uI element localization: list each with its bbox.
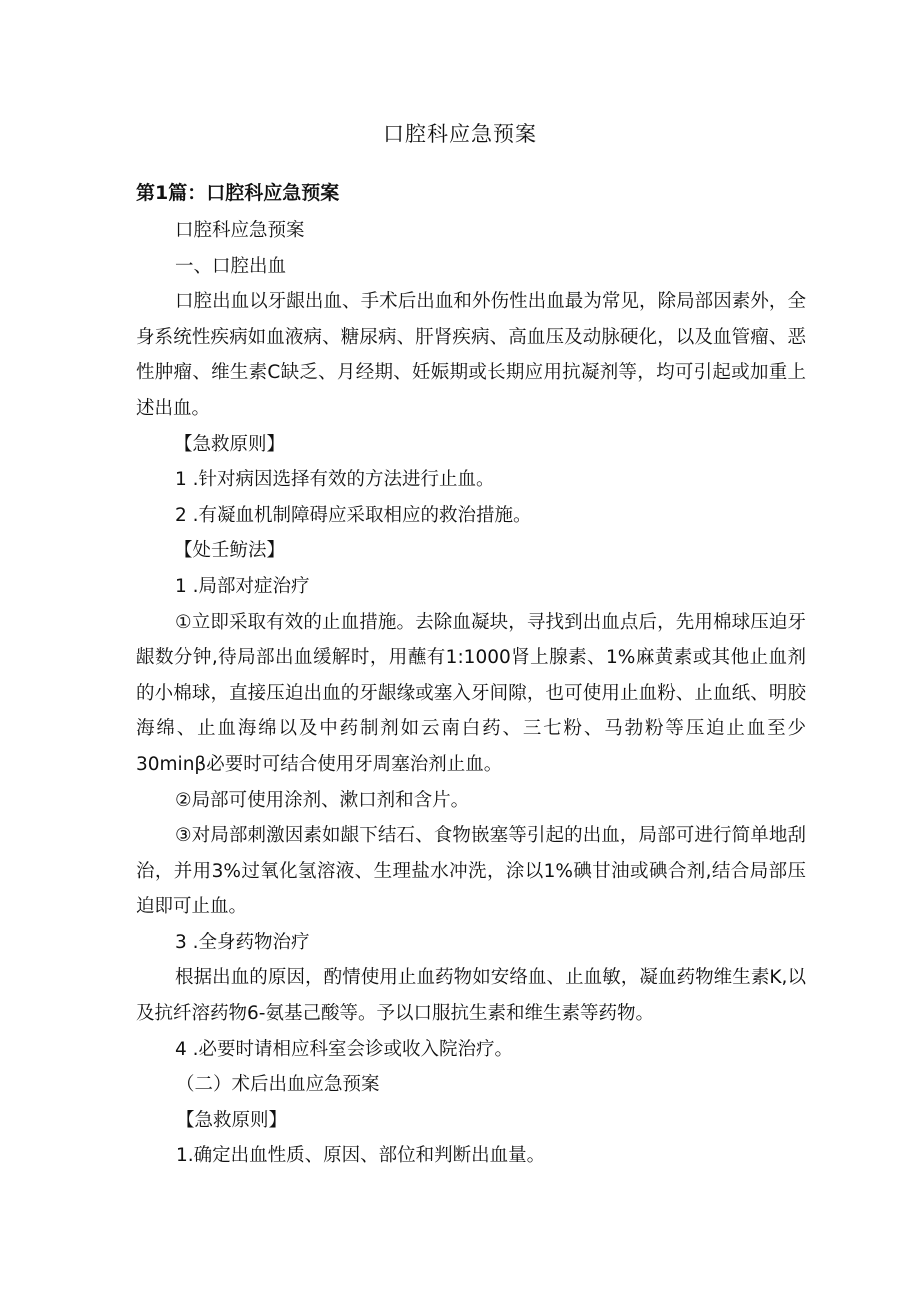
document-body (136, 213, 806, 1174)
section-label-emergency-principles: 【急救原则】 (176, 1109, 288, 1131)
section-heading-postop-bleeding: （二）术后出血应急预案 (176, 1074, 380, 1096)
list-item: 1.确定出血性质、原因、部位和判断出血量。 (176, 1145, 546, 1167)
body-paragraph: 根据出血的原因，酌情使用止血药物如安络血、止血敏，凝血药物维生素K,以及抗纤溶药物6-氨基己酸等。予以口服抗生素和维生素等药物。 (136, 967, 806, 1025)
list-item: 1 .针对病因选择有效的方法进行止血。 (175, 469, 495, 491)
body-paragraph: ①立即采取有效的止血措施。去除血凝块，寻找到出血点后，先用棉球压迫牙龈数分钟,待局部出血缓解时，用蘸有1:1000肾上腺素、1%麻黄素或其他止血剂的小棉球，直接压迫出血的牙龈缘或塞入牙间隙，也可使用止血粉、止血纸、明胶海绵、止血海绵以及中药制剂如云南白药、三七粉、马勃粉等压迫止血至少30minβ必要时可结合使用牙周塞治剂止血。 (136, 611, 806, 775)
body-paragraph: ②局部可使用涂剂、漱口剂和含片。 (175, 789, 470, 811)
section-label-treatment: 【处壬鲂法】 (174, 540, 286, 562)
list-item: 4 .必要时请相应科室会诊或收入院治疗。 (175, 1038, 514, 1060)
chapter-heading: 第1篇：口腔科应急预案 (136, 182, 340, 204)
body-paragraph: ③对局部刺激因素如龈下结石、食物嵌塞等引起的出血，局部可进行简单地刮治，并用3%过氧化氢溶液、生理盐水冲洗，涂以1%碘甘油或碘合剂,结合局部压迫即可止血。 (136, 825, 806, 918)
list-item: 2 .有凝血机制障碍应采取相应的救治措施。 (175, 504, 532, 526)
document-title: 口腔科应急预案 (383, 122, 537, 146)
list-item: 1 .局部对症治疗 (175, 575, 310, 597)
list-item: 3 .全身药物治疗 (175, 931, 310, 953)
section-heading-oral-bleeding: 一、口腔出血 (175, 255, 287, 277)
subtitle-paragraph: 口腔科应急预案 (175, 220, 305, 241)
body-paragraph: 口腔出血以牙龈出血、手术后出血和外伤性出血最为常见，除局部因素外，全身系统性疾病如血液病、糖尿病、肝肾疾病、高血压及动脉硬化，以及血管瘤、恶性肿瘤、维生素C缺乏、月经期、妊娠期或长期应用抗凝剂等，均可引起或加重上述出血。 (136, 291, 806, 419)
section-label-emergency-principles: 【急救原则】 (174, 433, 286, 455)
